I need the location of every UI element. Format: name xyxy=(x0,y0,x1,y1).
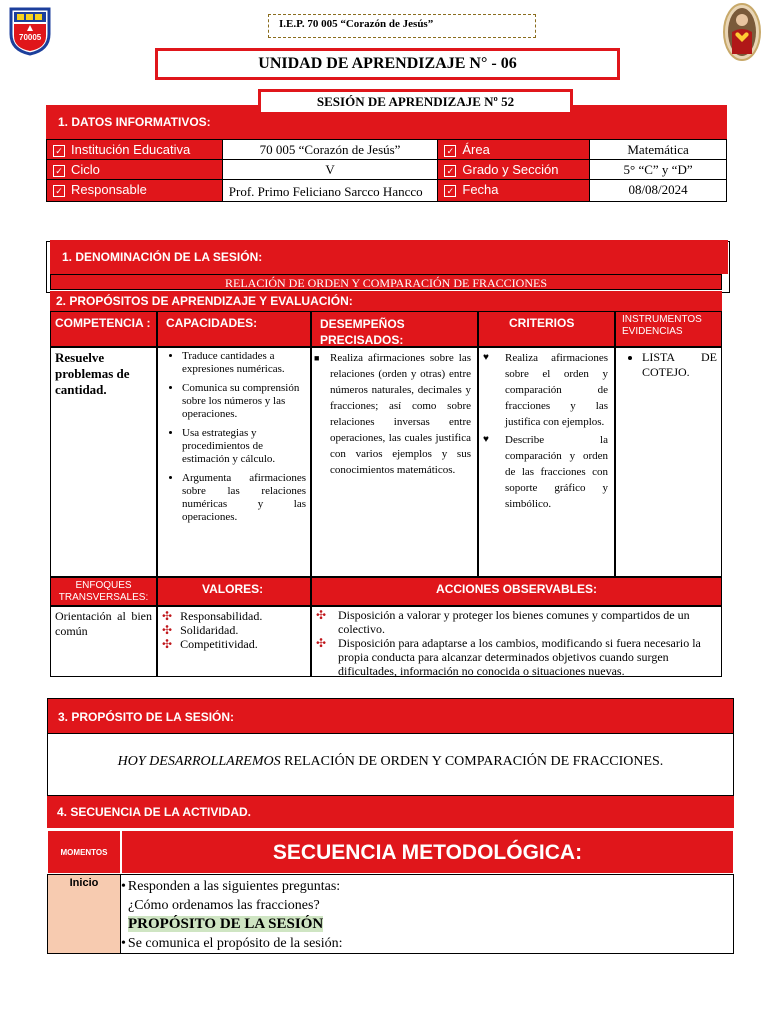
desempeno-text: Realiza afirmaciones sobre las relaciones (orden y otras) entre números naturales, decimales y fracciones; así como sobre relaciones inversas entre operaciones, las cuales justifica con varios ejemplos y sus conocimientos matemáticos. xyxy=(330,352,471,476)
datos-label: ✓ Ciclo xyxy=(47,160,223,180)
school-logo xyxy=(8,6,52,56)
inicio-label: Inicio xyxy=(69,877,99,889)
bullet-dot-icon: • xyxy=(121,879,126,894)
datos-row xyxy=(47,180,727,202)
heart-bullet-icon: ♥ xyxy=(483,434,489,445)
datos-label: ✓ Fecha xyxy=(438,180,590,202)
inicio-question: ¿Cómo ordenamos las fracciones? xyxy=(128,898,320,913)
denominacion-value: RELACIÓN DE ORDEN Y COMPARACIÓN DE FRACCIONES xyxy=(224,276,548,290)
acciones-header: ACCIONES OBSERVABLES: xyxy=(311,577,722,606)
secuencia-header xyxy=(121,830,734,874)
inicio-proposito-label: PROPÓSITO DE LA SESIÓN xyxy=(128,916,324,932)
datos-label: ✓ Institución Educativa xyxy=(47,140,223,160)
datos-value: V xyxy=(222,160,438,180)
logo-text: 70005 xyxy=(19,33,42,42)
unit-title: UNIDAD DE APRENDIZAJE N° - 06 xyxy=(258,55,517,72)
momentos-header xyxy=(47,830,121,874)
secuencia-title: SECUENCIA METODOLÓGICA: xyxy=(272,841,583,864)
enfoques-header: ENFOQUES TRANSVERSALES: xyxy=(50,577,157,606)
section4-header xyxy=(47,796,734,828)
section4-title: 4. SECUENCIA DE LA ACTIVIDAD. xyxy=(57,805,252,819)
datos-label: ✓ Responsable xyxy=(47,180,223,202)
accion-item: ✣ Disposición a valorar y proteger los bienes comunes y compartidos de un colectivo. xyxy=(316,608,690,636)
col-desempenos-header: DESEMPEÑOS PRECISADOS: xyxy=(311,311,478,347)
criterio-item: ♥ Realiza afirmaciones sobre el orden y comparación de fracciones y las justifica con ejemplos. xyxy=(483,352,608,428)
datos-value: Matemática xyxy=(590,140,727,160)
session-title-box xyxy=(258,89,573,115)
valores-header: VALORES: xyxy=(157,577,311,606)
checkbox-icon: ✓ xyxy=(53,145,65,157)
criterios-cell xyxy=(478,347,615,577)
valores-cell xyxy=(157,606,311,677)
section2-title: 2. PROPÓSITOS DE APRENDIZAJE Y EVALUACIÓN: xyxy=(56,294,353,308)
bullet-square-icon: ■ xyxy=(314,353,320,363)
datos-value: Prof. Primo Feliciano Sarcco Hancco xyxy=(222,180,438,202)
datos-row xyxy=(47,140,727,160)
proposito-rest: RELACIÓN DE ORDEN Y COMPARACIÓN DE FRACCIONES. xyxy=(280,754,664,769)
capacidad-item: • Usa estrategias y procedimientos de estimación y cálculo. xyxy=(182,427,306,466)
arrows-bullet-icon: ✣ xyxy=(162,623,173,637)
arrows-bullet-icon: ✣ xyxy=(316,608,327,622)
valor-item: ✣ Competitividad. xyxy=(162,637,258,651)
inicio-line: • Se comunica el propósito de la sesión: xyxy=(121,936,343,951)
enfoque-text: Orientación al bien común xyxy=(55,609,152,638)
denominacion-value-box xyxy=(50,274,722,290)
col-instrumentos-header: INSTRUMENTOS EVIDENCIAS xyxy=(615,311,722,347)
datos-label: ✓ Área xyxy=(438,140,590,160)
instrumento-cell xyxy=(615,347,722,577)
session-title: SESIÓN DE APRENDIZAJE Nº 52 xyxy=(316,94,515,109)
acciones-cell xyxy=(311,606,722,677)
col-criterios-header: CRITERIOS xyxy=(478,311,615,347)
checkbox-icon: ✓ xyxy=(444,185,456,197)
valor-item: ✣ Responsabilidad. xyxy=(162,609,263,623)
col-capacidades-header: CAPACIDADES: xyxy=(157,311,311,347)
competencia-cell xyxy=(50,347,157,577)
datos-row xyxy=(47,160,727,180)
school-name: I.E.P. 70 005 “Corazón de Jesús” xyxy=(279,18,434,30)
denominacion-title: 1. DENOMINACIÓN DE LA SESIÓN: xyxy=(62,250,263,264)
datos-value: 70 005 “Corazón de Jesús” xyxy=(222,140,438,160)
arrows-bullet-icon: ✣ xyxy=(316,636,327,650)
datos-label: ✓ Grado y Sección xyxy=(438,160,590,180)
valor-item: ✣ Solidaridad. xyxy=(162,623,239,637)
section2-header xyxy=(50,291,722,311)
bullet-dot-icon: • xyxy=(121,936,126,951)
unit-title-box xyxy=(155,48,620,80)
datos-value: 5° “C” y “D” xyxy=(590,160,727,180)
section1-title: 1. DATOS INFORMATIVOS: xyxy=(58,115,211,129)
checkbox-icon: ✓ xyxy=(53,185,65,197)
arrows-bullet-icon: ✣ xyxy=(162,609,173,623)
inicio-line: • Responden a las siguientes preguntas: xyxy=(121,879,341,894)
criterio-item: ♥ Describe la comparación y orden de las fracciones con soporte gráfico y simbólico. xyxy=(483,434,608,510)
proposito-italic: HOY DESARROLLAREMOS xyxy=(117,754,281,769)
enfoque-cell xyxy=(50,606,157,677)
section3-title: 3. PROPÓSITO DE LA SESIÓN: xyxy=(58,710,235,724)
inicio-cell xyxy=(47,874,121,954)
checkbox-icon: ✓ xyxy=(444,165,456,177)
capacidades-cell xyxy=(157,347,311,577)
checkbox-icon: ✓ xyxy=(53,165,65,177)
momentos-label: MOMENTOS xyxy=(60,848,108,857)
instrumento-item: • LISTA DE COTEJO. xyxy=(642,350,717,380)
datos-value: 08/08/2024 xyxy=(590,180,727,202)
sacred-heart-image xyxy=(722,2,762,62)
competencia-text: Resuelve problemas de cantidad. xyxy=(55,350,130,397)
capacidad-item: • Comunica su comprensión sobre los números y las operaciones. xyxy=(182,382,306,421)
section3-header xyxy=(47,698,734,734)
denominacion-header xyxy=(50,240,728,274)
arrows-bullet-icon: ✣ xyxy=(162,637,173,651)
heart-bullet-icon: ♥ xyxy=(483,352,489,363)
desempeno-cell xyxy=(311,347,478,577)
inicio-content xyxy=(121,874,734,954)
capacidad-item: • Traduce cantidades a expresiones numéricas. xyxy=(182,350,306,376)
col-competencia-header: COMPETENCIA : xyxy=(50,311,157,347)
capacidad-item: • Argumenta afirmaciones sobre las relaciones numéricas y las operaciones. xyxy=(182,472,306,524)
checkbox-icon: ✓ xyxy=(444,145,456,157)
datos-table xyxy=(46,139,727,202)
proposito-box xyxy=(47,734,734,796)
school-name-box xyxy=(268,14,536,38)
accion-item: ✣ Disposición para adaptarse a los cambios, modificando si fuera necesario la propia conducta para alcanzar determinados objetivos cuando surgen dificultades, información no conocida o situaciones nuevas. xyxy=(316,636,701,678)
